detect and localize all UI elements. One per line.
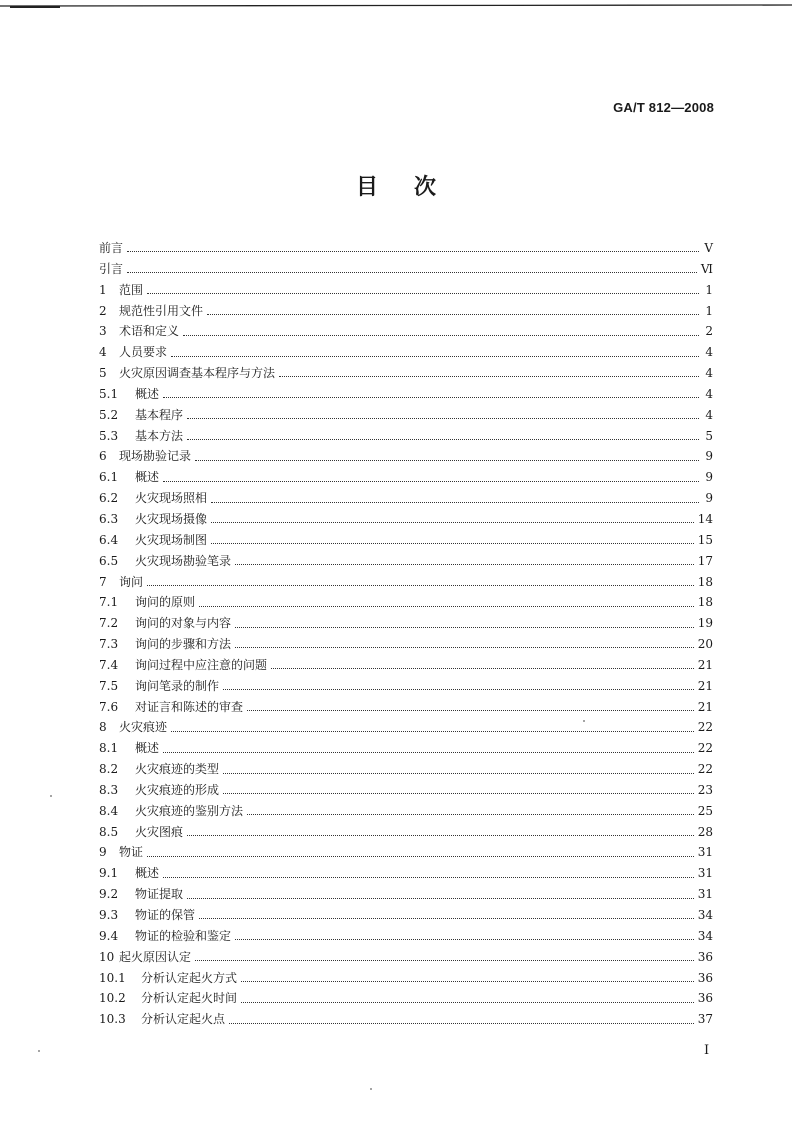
toc-entry-page: 31	[697, 866, 713, 881]
toc-leader-dots	[187, 834, 694, 836]
toc-entry-title: 火灾原因调查基本程序与方法	[119, 366, 276, 381]
toc-leader-dots	[171, 355, 699, 357]
toc-leader-dots	[247, 709, 694, 711]
toc-leader-dots	[163, 876, 694, 878]
toc-entry-title: 概述	[135, 470, 160, 485]
toc-entry-title: 概述	[135, 866, 160, 881]
toc-entry-page: 14	[697, 511, 713, 526]
toc-entry-title: 规范性引用文件	[119, 303, 204, 318]
toc-entry-number: 7.5	[99, 678, 119, 693]
toc-entry-page: 31	[697, 887, 713, 902]
toc-entry-number: 10.3	[99, 1012, 126, 1027]
toc-leader-dots	[241, 1001, 694, 1003]
toc-entry	[99, 968, 713, 989]
toc-entry-page: 17	[697, 553, 713, 568]
toc-entry-title: 对证言和陈述的审查	[135, 699, 244, 714]
toc-entry	[99, 321, 713, 342]
toc-entry-page: 1	[705, 282, 713, 297]
toc-entry	[99, 488, 713, 509]
toc-entry	[99, 405, 713, 426]
toc-leader-dots	[211, 501, 699, 503]
toc-entry-page: 22	[697, 720, 713, 735]
toc-entry-title: 范围	[119, 282, 144, 297]
toc-entry	[99, 446, 713, 467]
toc-entry	[99, 780, 713, 801]
toc-entry-number: 7.2	[99, 616, 119, 631]
toc-leader-dots	[147, 292, 699, 294]
toc-leader-dots	[241, 980, 694, 982]
toc-leader-dots	[235, 938, 694, 940]
toc-entry-page: 36	[697, 949, 713, 964]
toc-entry	[99, 301, 713, 322]
toc-entry	[99, 509, 713, 530]
toc-entry	[99, 905, 713, 926]
toc-entry-page: 37	[697, 1012, 713, 1027]
toc-entry-number: 5	[99, 366, 107, 381]
toc-entry-title: 前言	[99, 241, 124, 255]
toc-entry-title: 火灾痕迹	[119, 720, 168, 735]
toc-leader-dots	[235, 626, 694, 628]
toc-entry	[99, 988, 713, 1009]
toc-entry-page: 28	[697, 824, 713, 839]
toc-leader-dots	[271, 667, 694, 669]
toc-entry	[99, 884, 713, 905]
toc-entry-number: 4	[99, 345, 107, 360]
toc-entry	[99, 717, 713, 738]
toc-entry-page: 9	[705, 491, 713, 506]
scan-speck	[38, 1050, 40, 1052]
toc-leader-dots	[171, 730, 694, 732]
toc-entry-page: 18	[697, 595, 713, 610]
toc-leader-dots	[163, 396, 699, 398]
toc-leader-dots	[199, 917, 694, 919]
toc-entry-page: 4	[705, 407, 713, 422]
toc-entry-number: 6	[99, 449, 107, 464]
toc-entry-number: 6.2	[99, 491, 119, 506]
toc-entry-number: 6.3	[99, 511, 119, 526]
toc-leader-dots	[235, 563, 694, 565]
toc-entry-number: 10	[99, 949, 115, 964]
toc-leader-dots	[183, 334, 699, 336]
toc-entry	[99, 947, 713, 968]
toc-entry	[99, 613, 713, 634]
toc-entry-page: 22	[697, 741, 713, 756]
toc-entry-title: 起火原因认定	[119, 949, 192, 964]
toc-entry-title: 基本方法	[135, 428, 184, 443]
toc-entry-title: 分析认定起火时间	[141, 991, 238, 1006]
toc-leader-dots	[235, 646, 694, 648]
toc-entry-page: 36	[697, 991, 713, 1006]
toc-entry	[99, 238, 713, 259]
scan-speck	[583, 720, 585, 722]
toc-leader-dots	[223, 772, 694, 774]
toc-leader-dots	[187, 897, 694, 899]
toc-entry	[99, 863, 713, 884]
toc-leader-dots	[229, 1022, 694, 1024]
toc-entry-number: 6.5	[99, 553, 119, 568]
toc-entry	[99, 634, 713, 655]
toc-entry-page: 9	[705, 449, 713, 464]
toc-entry-number: 6.1	[99, 470, 119, 485]
toc-entry-title: 询问	[119, 574, 144, 589]
toc-entry-title: 术语和定义	[119, 324, 180, 339]
toc-entry-page: 4	[705, 345, 713, 360]
toc-entry-page: 20	[697, 637, 713, 652]
toc-entry-number: 10.1	[99, 970, 126, 985]
toc-entry-title: 概述	[135, 386, 160, 401]
scan-speck	[50, 795, 52, 797]
toc-entry	[99, 259, 713, 280]
title-char-2: 次	[414, 174, 437, 200]
toc-entry	[99, 280, 713, 301]
toc-leader-dots	[147, 855, 694, 857]
toc-entry-title: 火灾痕迹的类型	[135, 762, 220, 777]
toc-leader-dots	[211, 521, 694, 523]
toc-entry-page: 36	[697, 970, 713, 985]
toc-entry	[99, 801, 713, 822]
toc-entry-title: 火灾现场摄像	[135, 511, 208, 526]
toc-entry-title: 火灾现场照相	[135, 491, 208, 506]
toc-leader-dots	[127, 271, 697, 273]
toc-entry	[99, 342, 713, 363]
toc-entry-number: 8.1	[99, 741, 119, 756]
toc-entry-number: 9.3	[99, 908, 119, 922]
toc-leader-dots	[127, 250, 699, 252]
toc-entry-title: 询问过程中应注意的问题	[135, 657, 268, 672]
toc-entry-number: 9	[99, 845, 107, 860]
toc-entry	[99, 592, 713, 613]
toc-entry-number: 5.1	[99, 386, 119, 401]
toc-leader-dots	[223, 792, 694, 794]
toc-entry-page: 31	[697, 845, 713, 860]
toc-leader-dots	[247, 813, 694, 815]
toc-entry-number: 3	[99, 324, 107, 339]
scan-top-rule	[0, 4, 792, 8]
toc-leader-dots	[279, 375, 699, 377]
toc-entry-title: 概述	[135, 741, 160, 756]
toc-entry-number: 8.4	[99, 803, 119, 818]
toc-entry-page: 9	[705, 470, 713, 485]
toc-entry-title: 火灾痕迹的形成	[135, 782, 220, 797]
toc-entry	[99, 926, 713, 947]
toc-entry-number: 8.5	[99, 824, 119, 839]
toc-entry	[99, 697, 713, 718]
toc-leader-dots	[187, 417, 699, 419]
toc-entry-number: 7	[99, 574, 107, 589]
toc-entry-title: 引言	[99, 261, 124, 276]
toc-entry-number: 8.3	[99, 782, 119, 797]
toc-entry-page: 21	[697, 657, 713, 672]
toc-entry	[99, 551, 713, 572]
toc-entry-page: 34	[697, 908, 713, 922]
toc-entry	[99, 655, 713, 676]
toc-entry-page: 5	[705, 428, 713, 443]
toc-entry-page: 23	[697, 782, 713, 797]
page-number: I	[704, 1043, 710, 1058]
toc-entry	[99, 676, 713, 697]
toc-leader-dots	[187, 438, 699, 440]
toc-entry-page: 25	[697, 803, 713, 818]
toc-entry-page: Ⅵ	[700, 261, 713, 276]
toc-entry-page: 4	[705, 366, 713, 381]
toc-entry-number: 9.1	[99, 866, 119, 881]
toc-entry-number: 5.3	[99, 428, 119, 443]
toc-entry	[99, 842, 713, 863]
toc-leader-dots	[199, 605, 694, 607]
toc-entry-title: 物证的检验和鉴定	[135, 928, 232, 943]
toc-entry-title: 物证	[119, 845, 144, 860]
toc-leader-dots	[211, 542, 694, 544]
toc-entry-title: 人员要求	[119, 345, 168, 360]
toc-entry	[99, 759, 713, 780]
toc-entry	[99, 738, 713, 759]
toc-entry	[99, 822, 713, 843]
toc-entry-title: 火灾现场制图	[135, 532, 208, 547]
toc-leader-dots	[195, 459, 699, 461]
toc-entry-page: 15	[697, 532, 713, 547]
toc-entry-title: 询问的对象与内容	[135, 616, 232, 631]
toc-entry-page: 34	[697, 928, 713, 943]
toc-entry-title: 基本程序	[135, 407, 184, 422]
toc-leader-dots	[147, 584, 694, 586]
toc-entry-page: 22	[697, 762, 713, 777]
toc-entry-number: 9.4	[99, 928, 119, 943]
toc-entry-number: 8.2	[99, 762, 119, 777]
toc-entry-number: 7.4	[99, 657, 119, 672]
toc-entry-number: 10.2	[99, 991, 126, 1006]
toc-entry	[99, 530, 713, 551]
toc-entry-number: 7.6	[99, 699, 119, 714]
toc-entry-number: 8	[99, 720, 107, 735]
toc-entry-title: 询问的步骤和方法	[135, 637, 232, 652]
toc-entry-title: 询问的原则	[135, 595, 196, 610]
toc-leader-dots	[163, 480, 699, 482]
toc-entry-title: 火灾图痕	[135, 824, 184, 839]
toc-entry-page: 18	[697, 574, 713, 589]
toc-entry-title: 火灾痕迹的鉴别方法	[135, 803, 244, 818]
toc-leader-dots	[195, 959, 694, 961]
title-char-1: 目	[355, 174, 378, 200]
toc-entry-page: 4	[705, 386, 713, 401]
toc-entry-number: 6.4	[99, 532, 119, 547]
scan-speck	[370, 1088, 372, 1090]
toc-entry-page: 21	[697, 678, 713, 693]
toc-entry-page: 1	[705, 303, 713, 318]
toc-entry-page: 19	[697, 616, 713, 631]
toc-entry-title: 分析认定起火方式	[141, 970, 238, 985]
toc-entry-number: 5.2	[99, 407, 119, 422]
page-title	[0, 170, 792, 201]
toc-entry-number: 7.3	[99, 637, 119, 652]
document-code: GA/T 812—2008	[613, 100, 714, 115]
toc-entry-page: 2	[705, 324, 713, 339]
toc-entry-number: 1	[99, 282, 107, 297]
toc-entry-title: 分析认定起火点	[141, 1012, 226, 1027]
toc-entry-title: 火灾现场勘验笔录	[135, 553, 232, 568]
toc-entry	[99, 384, 713, 405]
toc-leader-dots	[207, 313, 699, 315]
table-of-contents	[99, 238, 713, 1030]
toc-entry-page: 21	[697, 699, 713, 714]
toc-entry-page: Ⅴ	[704, 241, 713, 255]
toc-entry	[99, 1009, 713, 1030]
toc-entry	[99, 572, 713, 593]
toc-entry-number: 2	[99, 303, 107, 318]
toc-leader-dots	[163, 751, 694, 753]
toc-entry-number: 7.1	[99, 595, 119, 610]
toc-entry	[99, 426, 713, 447]
toc-leader-dots	[223, 688, 694, 690]
toc-entry-number: 9.2	[99, 887, 119, 902]
toc-entry-title: 现场勘验记录	[119, 449, 192, 464]
toc-entry	[99, 363, 713, 384]
toc-entry-title: 物证提取	[135, 887, 184, 902]
toc-entry	[99, 467, 713, 488]
toc-entry-title: 物证的保管	[135, 908, 196, 922]
toc-entry-title: 询问笔录的制作	[135, 678, 220, 693]
